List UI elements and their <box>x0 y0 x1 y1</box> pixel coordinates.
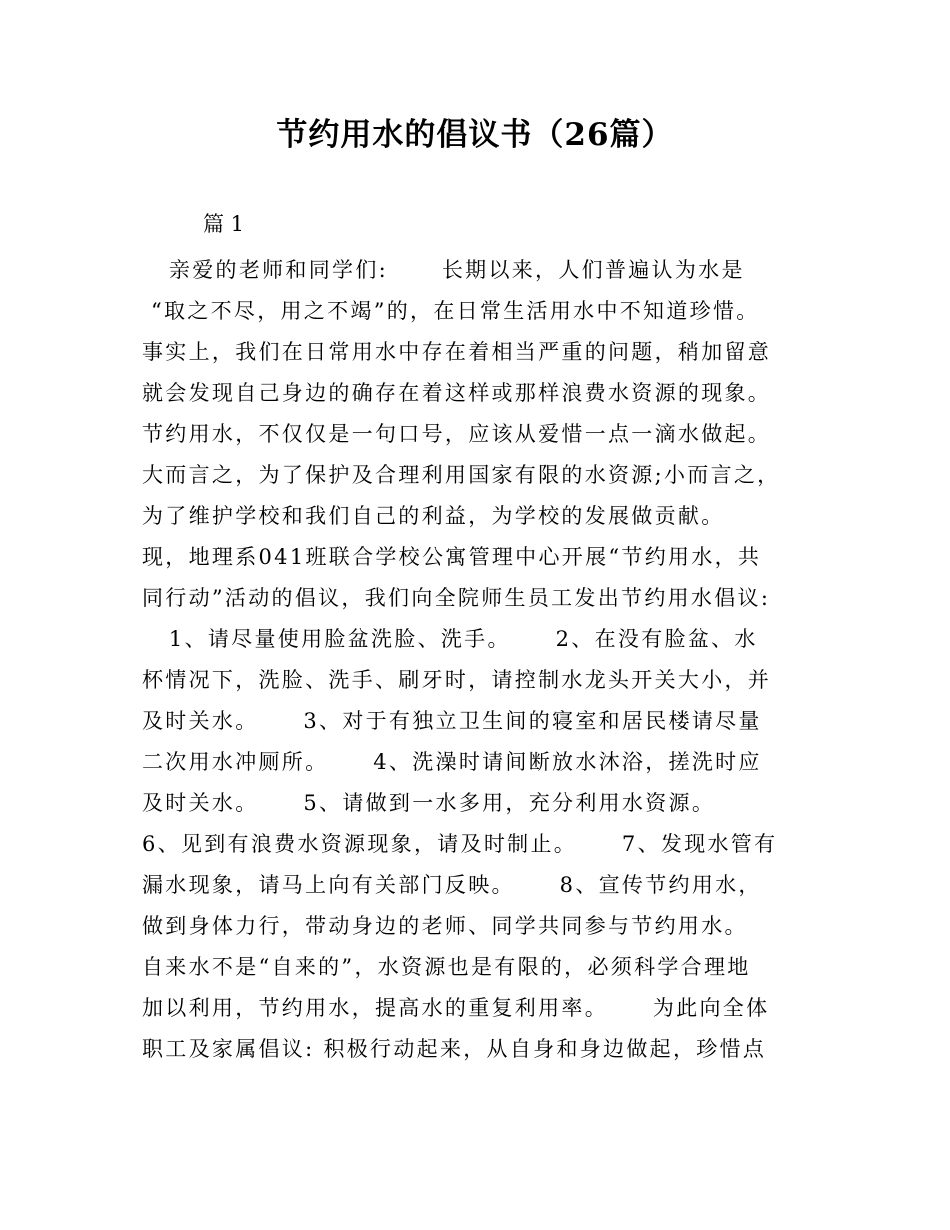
text-line: 节约用水，不仅仅是一句口号，应该从爱惜一点一滴水做起。 <box>142 422 772 446</box>
document-title: 节约用水的倡议书（26篇） <box>276 117 674 153</box>
text-line: 就会发现自己身边的确存在着这样或那样浪费水资源的现象。 <box>142 381 772 405</box>
text-line: 亲爱的老师和同学们: 长期以来，人们普遍认为水是 <box>142 258 745 282</box>
text-line: 及时关水。 3、对于有独立卫生间的寝室和居民楼请尽量 <box>142 709 762 733</box>
text-line: “取之不尽，用之不竭”的，在日常生活用水中不知道珍惜。 <box>142 299 760 323</box>
text-line: 加以利用，节约用水，提高水的重复利用率。 为此向全体 <box>142 996 770 1020</box>
text-line: 为了维护学校和我们自己的利益，为学校的发展做贡献。 <box>142 504 725 528</box>
text-line: 杯情况下，洗脸、洗手、刷牙时，请控制水龙头开关大小，并 <box>142 668 772 692</box>
text-line: 同行动”活动的倡议，我们向全院师生员工发出节约用水倡议: <box>142 586 771 610</box>
text-line: 职工及家属倡议: 积极行动起来，从自身和身边做起，珍惜点 <box>142 1037 767 1061</box>
text-line: 自来水不是“自来的”，水资源也是有限的，必须科学合理地 <box>142 955 751 979</box>
text-line: 做到身体力行，带动身边的老师、同学共同参与节约用水。 <box>142 914 748 938</box>
section-label: 篇 1 <box>203 212 245 236</box>
text-line: 漏水现象，请马上向有关部门反映。 8、宣传节约用水， <box>142 873 762 897</box>
text-line: 二次用水冲厕所。 4、洗澡时请间断放水沐浴，搓洗时应 <box>142 750 762 774</box>
text-line: 1、请尽量使用脸盆洗脸、洗手。 2、在没有脸盆、水 <box>142 627 758 651</box>
body-text <box>142 250 842 1070</box>
text-line: 事实上，我们在日常用水中存在着相当严重的问题，稍加留意 <box>142 340 772 364</box>
text-line: 现，地理系041班联合学校公寓管理中心开展“节约用水，共 <box>142 545 762 569</box>
text-line: 及时关水。 5、请做到一水多用，充分利用水资源。 <box>142 791 716 815</box>
text-line: 6、见到有浪费水资源现象，请及时制止。 7、发现水管有 <box>142 832 778 856</box>
text-line: 大而言之，为了保护及合理利用国家有限的水资源;小而言之， <box>142 463 781 487</box>
